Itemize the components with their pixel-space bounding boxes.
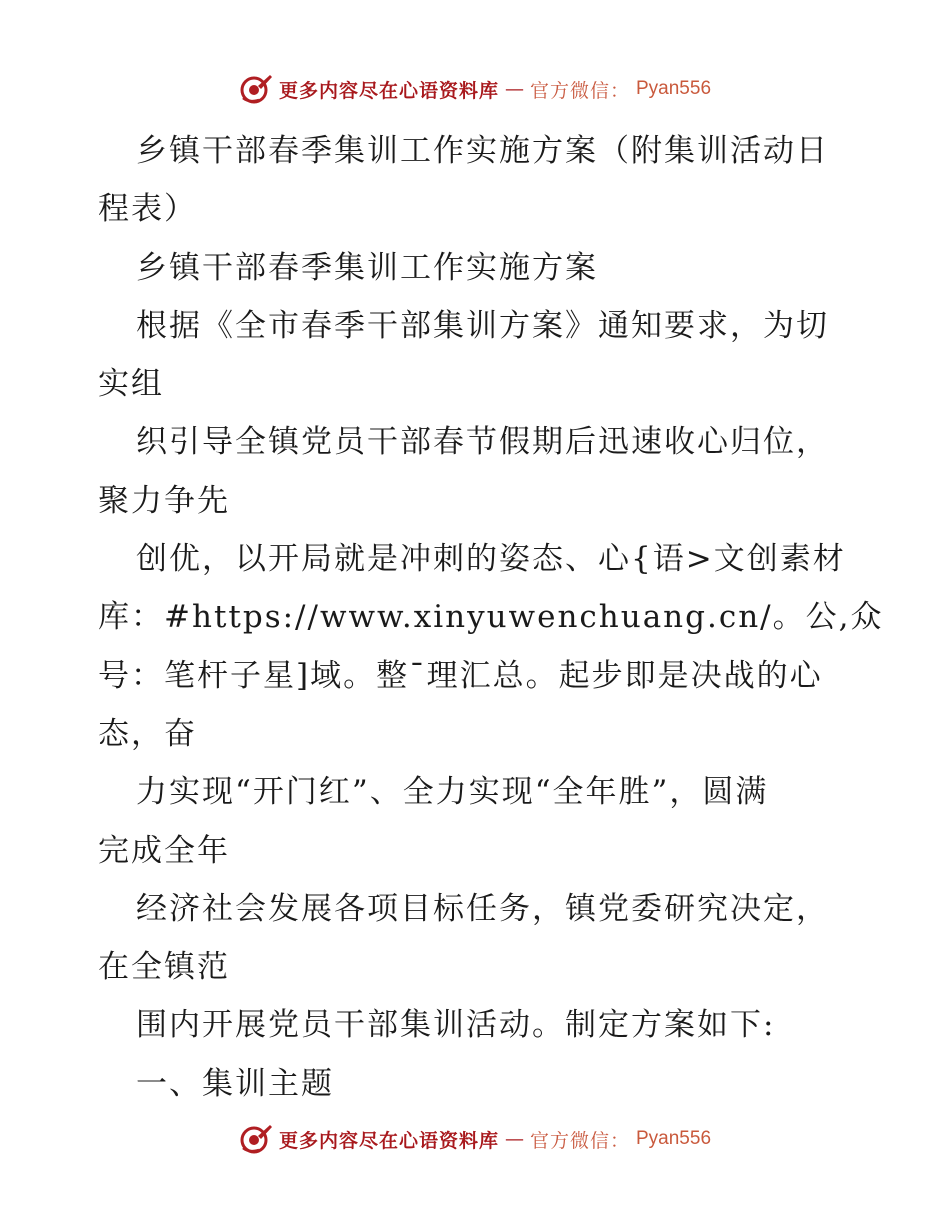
watermark-wechat-label: 官方微信： xyxy=(529,1129,630,1152)
section-heading: 一、集训主题 xyxy=(136,1065,334,1102)
text-line: 织引导全镇党员干部春节假期后迅速收心归位， xyxy=(136,424,829,461)
text-line: 力实现“开门红”、全力实现“全年胜”，圆满 xyxy=(136,774,769,811)
text-line: 根据《全市春季干部集训方案》通知要求，为切 xyxy=(136,307,829,344)
text-line: 库：#https://www.xinyuwenchuang.cn/。公,众 xyxy=(98,599,884,636)
document-body xyxy=(98,122,884,1113)
text-line: 乡镇干部春季集训工作实施方案 xyxy=(136,249,598,286)
text-line: 乡镇干部春季集训工作实施方案（附集训活动日 xyxy=(136,133,829,169)
text-line: 经济社会发展各项目标任务，镇党委研究决定， xyxy=(136,890,829,927)
text-line: 围内开展党员干部集训活动。制定方案如下: xyxy=(136,1007,776,1044)
text-line: 程表） xyxy=(98,191,197,228)
watermark-site-text: 更多内容尽在心语资料库 xyxy=(278,79,499,102)
watermark-separator: — xyxy=(504,1128,524,1150)
text-line: 创优，以开局就是冲刺的姿态、心{语>文创素材 xyxy=(136,541,846,578)
watermark-header xyxy=(0,72,950,106)
watermark-wechat-id: Pyan556 xyxy=(636,1128,712,1149)
text-line: 在全镇范 xyxy=(98,949,230,986)
text-line: 实组 xyxy=(98,366,164,403)
text-line: 完成全年 xyxy=(98,832,230,869)
watermark-separator: — xyxy=(504,78,524,100)
text-line: 聚力争先 xyxy=(98,482,230,519)
text-line: 号：笔杆子星]域。整¯理汇总。起步即是决战的心 xyxy=(98,657,823,694)
watermark-footer xyxy=(0,1122,950,1156)
brush-logo-icon xyxy=(239,1122,273,1156)
brush-logo-icon xyxy=(239,72,273,106)
text-line: 态，奋 xyxy=(98,715,197,752)
watermark-site-text: 更多内容尽在心语资料库 xyxy=(278,1129,499,1152)
watermark-wechat-label: 官方微信： xyxy=(529,79,630,102)
watermark-wechat-id: Pyan556 xyxy=(636,78,712,99)
